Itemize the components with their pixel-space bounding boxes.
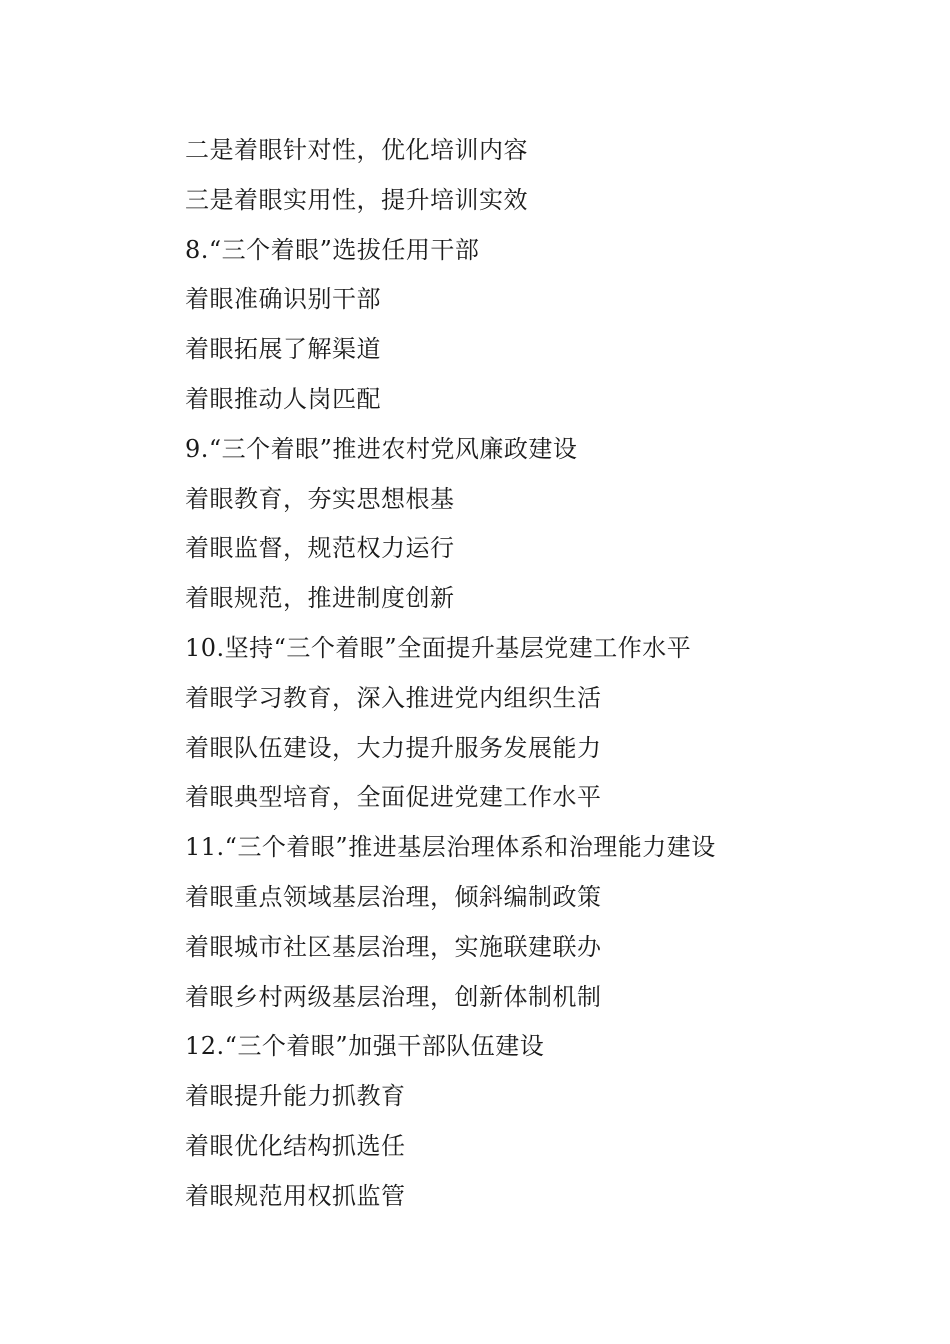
text-line: 着眼拓展了解渠道 <box>185 335 381 364</box>
document-body <box>185 126 905 1222</box>
text-line: 着眼提升能力抓教育 <box>185 1082 406 1111</box>
text-line: 着眼规范用权抓监管 <box>185 1181 406 1210</box>
text-line: 二是着眼针对性，优化培训内容 <box>185 136 528 164</box>
text-line: 着眼乡村两级基层治理，创新体制机制 <box>185 982 602 1011</box>
text-line: 着眼重点领域基层治理，倾斜编制政策 <box>185 882 602 911</box>
section-heading: 12.“三个着眼”加强干部队伍建设 <box>185 1032 545 1061</box>
text-line: 着眼典型培育，全面促进党建工作水平 <box>185 783 602 812</box>
text-line: 着眼优化结构抓选任 <box>185 1131 406 1160</box>
text-line: 着眼规范，推进制度创新 <box>185 584 455 613</box>
text-line: 着眼推动人岗匹配 <box>185 384 381 413</box>
section-heading: 10.坚持“三个着眼”全面提升基层党建工作水平 <box>185 633 692 662</box>
text-line: 着眼学习教育，深入推进党内组织生活 <box>185 683 602 712</box>
text-line: 着眼城市社区基层治理，实施联建联办 <box>185 932 602 961</box>
text-line: 着眼准确识别干部 <box>185 285 381 314</box>
text-line: 着眼教育，夯实思想根基 <box>185 484 455 513</box>
text-line: 着眼队伍建设，大力提升服务发展能力 <box>185 733 602 762</box>
section-heading: 11.“三个着眼”推进基层治理体系和治理能力建设 <box>185 833 716 862</box>
text-line: 三是着眼实用性，提升培训实效 <box>185 185 528 214</box>
section-heading: 8.“三个着眼”选拔任用干部 <box>185 235 480 264</box>
section-heading: 9.“三个着眼”推进农村党风廉政建设 <box>185 434 578 463</box>
text-line: 着眼监督，规范权力运行 <box>185 534 455 563</box>
